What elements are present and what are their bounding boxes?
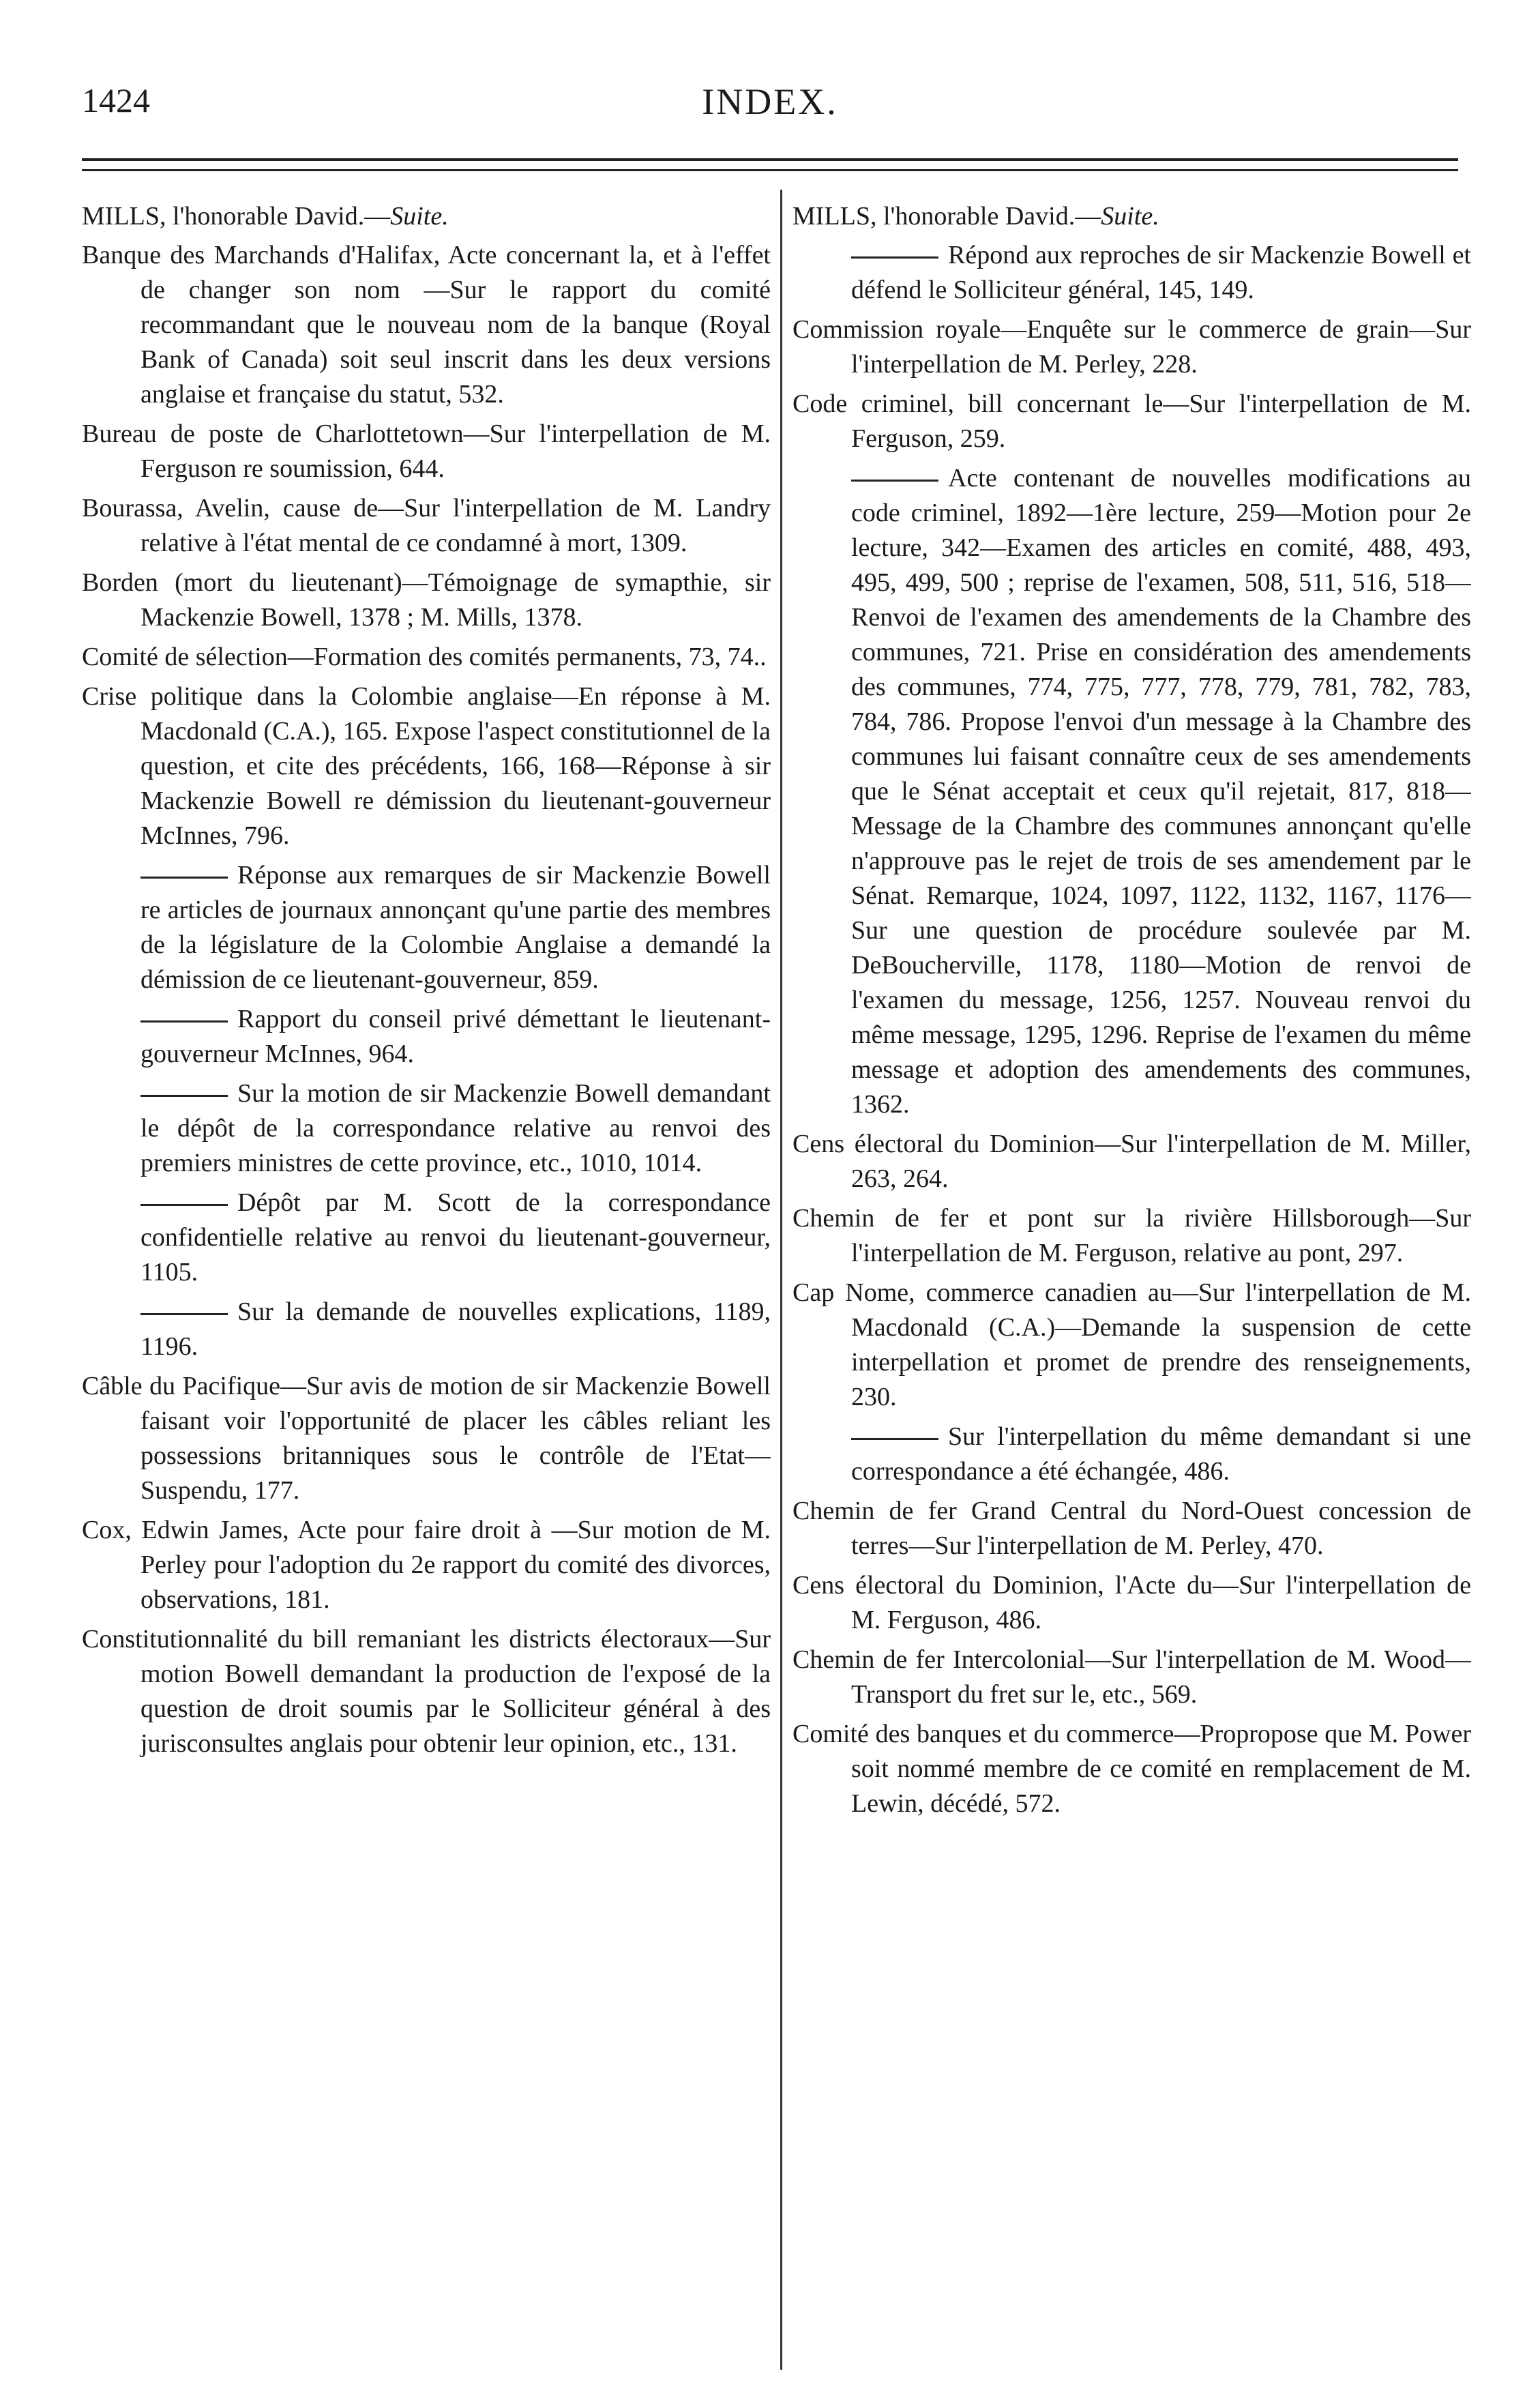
entry-text: Bureau de poste de Charlottetown—Sur l'interpellation de M. Ferguson re soumission, 644. <box>82 420 771 483</box>
continuation-dash <box>140 1204 228 1206</box>
index-subentry <box>82 1295 771 1364</box>
entry-text: Rapport du conseil privé démettant le lieutenant-gouverneur McInnes, 964. <box>140 1005 771 1068</box>
entry-text: Acte contenant de nouvelles modifications au code criminel, 1892—1ère lecture, 259—Motion pour 2e lecture, 342—Examen des articles en comité, 488, 493, 495, 499, 500 ; reprise de l'examen, 508, 511, 516, 518—Renvoi de l'examen des amendements de la Chambre des communes, 721. Prise en considération des amendements des communes, 774, 775, 777, 778, 779, 781, 782, 783, 784, 786. Propose l'envoi d'un message à la Chambre des communes lui faisant connaître ceux de ses amendements que le Sénat acceptait et ceux qu'il rejetait, 817, 818—Message de la Chambre des communes annonçant qu'elle n'approuve pas le rejet de trois de ses amendement par le Sénat. Remarque, 1024, 1097, 1122, 1132, 1167, 1176—Sur une question de procédure soulevée par M. DeBoucherville, 1178, 1180—Motion de renvoi de l'examen du message, 1256, 1257. Nouveau renvoi du même message, 1295, 1296. Reprise de l'examen du même message et adoption des amendements des communes, 1362. <box>851 464 1471 1119</box>
right-column <box>793 199 1471 2368</box>
column-heading <box>82 199 771 234</box>
continuation-dash <box>140 1095 228 1097</box>
heading-name: MILLS, l'honorable David.— <box>82 202 391 231</box>
index-entry <box>82 565 771 635</box>
column-heading <box>793 199 1471 234</box>
entry-text: Banque des Marchands d'Halifax, Acte concernant la, et à l'effet de changer son nom —Sur le rapport du comité recommandant que le nouveau nom de la banque (Royal Bank of Canada) soit seul inscrit dans les deux versions anglaise et française du statut, 532. <box>82 241 771 409</box>
right-entries <box>793 238 1471 1821</box>
page-header <box>82 80 1458 135</box>
column-divider <box>780 190 782 2370</box>
continuation-dash <box>851 256 938 259</box>
entry-text: Câble du Pacifique—Sur avis de motion de sir Mackenzie Bowell faisant voir l'opportunité de placer les câbles reliant les possessions britanniques sous le contrôle de l'Etat—Suspendu, 177. <box>82 1372 771 1505</box>
index-subentry <box>82 1076 771 1181</box>
header-rule-bottom <box>82 169 1458 171</box>
entry-text: Cox, Edwin James, Acte pour faire droit à —Sur motion de M. Perley pour l'adoption du 2e rapport du comité des divorces, observations, 181. <box>82 1516 771 1614</box>
entry-text: Sur la demande de nouvelles explications, 1189, 1196. <box>140 1297 771 1361</box>
index-subentry <box>82 858 771 997</box>
index-entry <box>793 1643 1471 1712</box>
index-entry <box>82 1369 771 1508</box>
continuation-dash <box>140 1020 228 1023</box>
entry-text: Cens électoral du Dominion—Sur l'interpellation de M. Miller, 263, 264. <box>793 1130 1471 1193</box>
index-entry <box>82 640 771 675</box>
entry-text: Sur la motion de sir Mackenzie Bowell demandant le dépôt de la correspondance relative au renvoi des premiers ministres de cette province, etc., 1010, 1014. <box>140 1079 771 1177</box>
entry-text: Sur l'interpellation du même demandant si une correspondance a été échangée, 486. <box>851 1422 1471 1486</box>
entry-text: Chemin de fer et pont sur la rivière Hillsborough—Sur l'interpellation de M. Ferguson, relative au pont, 297. <box>793 1204 1471 1267</box>
entry-text: Crise politique dans la Colombie anglaise—En réponse à M. Macdonald (C.A.), 165. Expose l'aspect constitutionnel de la question, et cite des précédents, 166, 168—Réponse à sir Mackenzie Bowell re démission du lieutenant-gouverneur McInnes, 796. <box>82 682 771 850</box>
entry-text: Bourassa, Avelin, cause de—Sur l'interpellation de M. Landry relative à l'état mental de ce condamné à mort, 1309. <box>82 494 771 557</box>
heading-suffix: Suite. <box>390 202 449 231</box>
entry-text: Dépôt par M. Scott de la correspondance confidentielle relative au renvoi du lieutenant-gouverneur, 1105. <box>140 1188 771 1286</box>
index-entry <box>82 679 771 853</box>
index-entry <box>82 1622 771 1761</box>
index-subentry <box>82 1002 771 1072</box>
index-subentry <box>793 1420 1471 1489</box>
index-entry <box>793 387 1471 456</box>
index-entry <box>793 1717 1471 1821</box>
entry-text: Réponse aux remarques de sir Mackenzie Bowell re articles de journaux annonçant qu'une partie des membres de la législature de la Colombie Anglaise a demandé la démission de ce lieutenant-gouverneur, 859. <box>140 861 771 994</box>
continuation-dash <box>851 1438 938 1440</box>
entry-text: Commission royale—Enquête sur le commerce de grain—Sur l'interpellation de M. Perley, 228. <box>793 315 1471 379</box>
entry-text: Borden (mort du lieutenant)—Témoignage de symapthie, sir Mackenzie Bowell, 1378 ; M. Mills, 1378. <box>82 568 771 632</box>
left-entries <box>82 238 771 1761</box>
index-entry <box>793 1568 1471 1638</box>
heading-name: MILLS, l'honorable David.— <box>793 202 1101 231</box>
left-column <box>82 199 771 2368</box>
header-rule-top <box>82 158 1458 161</box>
index-entry <box>82 1513 771 1617</box>
index-entry <box>82 238 771 412</box>
index-entry <box>82 417 771 486</box>
index-entry <box>793 312 1471 382</box>
entry-text: Constitutionnalité du bill remaniant les districts électoraux—Sur motion Bowell demandant la production de l'exposé de la question de droit soumis par le Solliciteur général à des jurisconsultes anglais pour obtenir leur opinion, etc., 131. <box>82 1625 771 1758</box>
entry-text: Chemin de fer Intercolonial—Sur l'interpellation de M. Wood—Transport du fret sur le, etc., 569. <box>793 1645 1471 1709</box>
entry-text: Cap Nome, commerce canadien au—Sur l'interpellation de M. Macdonald (C.A.)—Demande la suspension de cette interpellation et promet de prendre des renseignements, 230. <box>793 1278 1471 1411</box>
index-entry <box>793 1201 1471 1271</box>
entry-text: Cens électoral du Dominion, l'Acte du—Sur l'interpellation de M. Ferguson, 486. <box>793 1571 1471 1634</box>
index-entry <box>82 491 771 561</box>
entry-text: Chemin de fer Grand Central du Nord-Ouest concession de terres—Sur l'interpellation de M. Perley, 470. <box>793 1497 1471 1560</box>
index-entry <box>793 1494 1471 1563</box>
index-subentry <box>793 238 1471 308</box>
index-subentry <box>82 1186 771 1290</box>
continuation-dash <box>851 480 938 482</box>
continuation-dash <box>140 877 228 879</box>
entry-text: Code criminel, bill concernant le—Sur l'interpellation de M. Ferguson, 259. <box>793 389 1471 453</box>
heading-suffix: Suite. <box>1101 202 1159 231</box>
page-title: INDEX. <box>702 81 838 122</box>
entry-text: Comité des banques et du commerce—Propropose que M. Power soit nommé membre de ce comité en remplacement de M. Lewin, décédé, 572. <box>793 1720 1471 1818</box>
entry-text: Comité de sélection—Formation des comités permanents, 73, 74.. <box>82 643 767 671</box>
index-entry <box>793 1127 1471 1196</box>
index-subentry <box>793 461 1471 1122</box>
continuation-dash <box>140 1313 228 1315</box>
page-number: 1424 <box>82 81 150 119</box>
index-entry <box>793 1276 1471 1415</box>
entry-text: Répond aux reproches de sir Mackenzie Bowell et défend le Solliciteur général, 145, 149. <box>851 241 1471 304</box>
